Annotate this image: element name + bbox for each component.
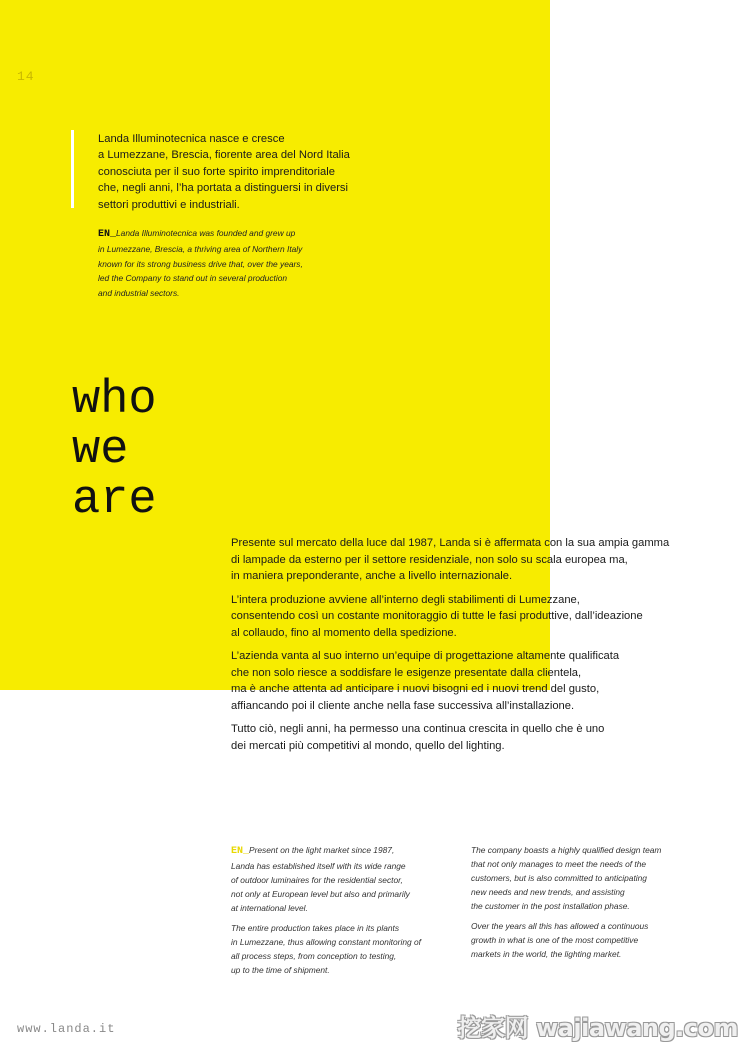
body-en-paragraph [231, 921, 461, 977]
intro-en-text: Landa Illuminotecnica was founded and grew up [116, 228, 296, 238]
body-it-paragraph [231, 721, 711, 754]
body-it-line: al collaudo, fino al momento della spedizione. [231, 626, 457, 639]
page-headline [72, 376, 157, 526]
body-it-line: Tutto ciò, negli anni, ha permesso una continua crescita in quello che è uno [231, 723, 605, 735]
intro-en-line: in Lumezzane, Brescia, a thriving area of Northern Italy [98, 244, 303, 255]
intro-en-line [98, 226, 348, 242]
body-en-line: the customer in the post installation phase. [471, 901, 630, 911]
body-en-paragraph [231, 843, 461, 915]
body-en-paragraph [471, 919, 701, 961]
body-it-line: L’azienda vanta al suo interno un’equipe di progettazione altamente qualificata [231, 650, 620, 662]
body-en-line: growth in what is one of the most competitive [471, 935, 639, 945]
body-en-line: of outdoor luminaires for the residential sector, [231, 875, 403, 885]
body-it-line: consentendo così un costante monitoraggio di tutte le fasi produttive, dall’ideazione [231, 610, 643, 622]
body-en-line: The entire production takes place in its plants [231, 923, 400, 933]
body-en-line: Present on the light market since 1987, [249, 845, 395, 855]
watermark: 挖家网 wajiawang.com [457, 1014, 738, 1042]
body-it-line: dei mercati più competitivi al mondo, quello del lighting. [231, 739, 505, 752]
body-it-paragraph [231, 648, 711, 714]
intro-it-line: a Lumezzane, Brescia, fiorente area del Nord Italia [98, 149, 350, 162]
body-english-left-column [231, 843, 461, 983]
body-english-right-column [471, 843, 701, 967]
body-en-paragraph [471, 843, 701, 913]
body-en-line: in Lumezzane, thus allowing constant monitoring of [231, 937, 421, 947]
body-it-line: ma è anche attenta ad anticipare i nuovi bisogni ed i nuovi trend del gusto, [231, 683, 600, 695]
body-en-line: not only at European level but also and primarily [231, 889, 410, 899]
intro-en-line: led the Company to stand out in several production [98, 273, 288, 284]
intro-accent-bar [71, 130, 74, 208]
body-italian-text [231, 535, 711, 761]
body-en-line: customers, but is also committed to anticipating [471, 873, 647, 883]
en-tag: EN_ [231, 846, 250, 857]
intro-en-line: and industrial sectors. [98, 287, 180, 298]
headline-word: are [72, 474, 157, 527]
body-en-line: that not only manages to meet the needs of the [471, 859, 647, 869]
intro-it-line: che, negli anni, l’ha portata a distinguersi in diversi [98, 182, 348, 195]
body-it-paragraph [231, 592, 711, 642]
body-en-line: up to the time of shipment. [231, 965, 330, 975]
en-tag: EN_ [98, 229, 117, 240]
body-it-line: affiancando poi il cliente anche nella fase successiva all’installazione. [231, 699, 575, 712]
body-it-line: che non solo riesce a soddisfare le esigenze presentate dalla clientela, [231, 666, 582, 679]
body-en-line: all process steps, from conception to testing, [231, 951, 397, 961]
intro-it-line: conosciuta per il suo forte spirito imprenditoriale [98, 165, 335, 178]
intro-en-line: known for its strong business drive that, over the years, [98, 258, 303, 269]
intro-english-text [98, 226, 348, 300]
body-en-line: Landa has established itself with its wide range [231, 861, 406, 871]
body-en-line: markets in the world, the lighting market. [471, 949, 622, 959]
body-en-line: new needs and new trends, and assisting [471, 887, 625, 897]
body-en-line: The company boasts a highly qualified design team [471, 845, 662, 855]
headline-word: who [72, 374, 157, 427]
intro-italian-text [98, 131, 398, 213]
body-it-line: in maniera preponderante, anche a livello internazionale. [231, 570, 513, 582]
body-it-line: L’intera produzione avviene all’interno degli stabilimenti di Lumezzane, [231, 593, 580, 606]
body-en-line: Over the years all this has allowed a continuous [471, 921, 649, 931]
intro-it-line: Landa Illuminotecnica nasce e cresce [98, 133, 285, 145]
body-it-paragraph [231, 535, 711, 585]
body-it-line: Presente sul mercato della luce dal 1987, Landa si è affermata con la sua ampia gamma [231, 537, 670, 549]
intro-it-line: settori produttivi e industriali. [98, 198, 240, 211]
headline-word: we [72, 424, 129, 477]
page-number: 14 [17, 69, 35, 84]
footer-website-link[interactable]: www.landa.it [17, 1022, 116, 1036]
body-it-line: di lampade da esterno per il settore residenziale, non solo su scala europea ma, [231, 553, 628, 566]
body-en-line: at international level. [231, 903, 308, 913]
